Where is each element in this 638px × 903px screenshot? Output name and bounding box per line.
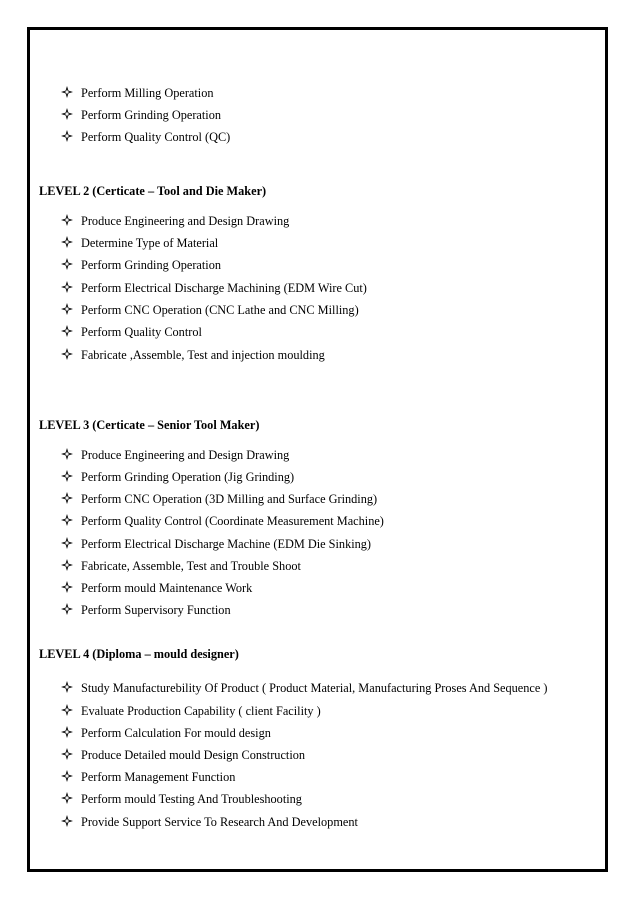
section-heading: LEVEL 3 (Certicate – Senior Tool Maker) bbox=[39, 418, 260, 432]
list-item bbox=[61, 514, 384, 528]
diamond-bullet-icon bbox=[61, 815, 73, 827]
list-item-text: Produce Engineering and Design Drawing bbox=[81, 214, 290, 228]
list-item-text: Perform Milling Operation bbox=[81, 86, 214, 100]
list-item-text: Perform Quality Control (QC) bbox=[81, 130, 231, 144]
list-item-text: Perform mould Maintenance Work bbox=[81, 581, 253, 595]
list-item-text: Perform Supervisory Function bbox=[81, 603, 231, 617]
list-item bbox=[61, 748, 305, 762]
list-item-text: Perform Management Function bbox=[81, 770, 236, 784]
diamond-bullet-icon bbox=[61, 748, 73, 760]
diamond-bullet-icon bbox=[61, 704, 73, 716]
diamond-bullet-icon bbox=[61, 258, 73, 270]
list-item-text: Perform Grinding Operation (Jig Grinding) bbox=[81, 470, 295, 484]
diamond-bullet-icon bbox=[61, 448, 73, 460]
list-item bbox=[61, 726, 271, 740]
diamond-bullet-icon bbox=[61, 559, 73, 571]
list-item-text: Perform Electrical Discharge Machining (EDM Wire Cut) bbox=[81, 281, 367, 295]
list-item bbox=[61, 108, 221, 122]
list-item-text: Perform Calculation For mould design bbox=[81, 726, 271, 740]
list-item bbox=[61, 281, 367, 295]
list-item-text: Produce Detailed mould Design Construction bbox=[81, 748, 306, 762]
list-item bbox=[61, 581, 252, 595]
list-item-text: Perform Electrical Discharge Machine (EDM Die Sinking) bbox=[81, 537, 372, 551]
list-item-text: Perform Quality Control bbox=[81, 325, 202, 339]
diamond-bullet-icon bbox=[61, 792, 73, 804]
list-item-text: Study Manufacturebility Of Product ( Product Material, Manufacturing Proses And Sequence ) bbox=[81, 681, 548, 695]
page-border bbox=[27, 27, 608, 872]
diamond-bullet-icon bbox=[61, 303, 73, 315]
list-item bbox=[61, 448, 289, 462]
diamond-bullet-icon bbox=[61, 770, 73, 782]
diamond-bullet-icon bbox=[61, 603, 73, 615]
diamond-bullet-icon bbox=[61, 581, 73, 593]
list-item bbox=[61, 214, 289, 228]
list-item-text: Perform Grinding Operation bbox=[81, 258, 222, 272]
diamond-bullet-icon bbox=[61, 86, 73, 98]
list-item-text: Perform mould Testing And Troubleshooting bbox=[81, 792, 302, 806]
list-item bbox=[61, 792, 302, 806]
diamond-bullet-icon bbox=[61, 726, 73, 738]
list-item bbox=[61, 325, 202, 339]
diamond-bullet-icon bbox=[61, 537, 73, 549]
list-item bbox=[61, 303, 359, 317]
list-item bbox=[61, 258, 221, 272]
section-heading: LEVEL 2 (Certicate – Tool and Die Maker) bbox=[39, 184, 267, 198]
list-item-text: Perform CNC Operation (3D Milling and Surface Grinding) bbox=[81, 492, 378, 506]
list-item-text: Fabricate, Assemble, Test and Trouble Shoot bbox=[81, 559, 301, 573]
diamond-bullet-icon bbox=[61, 108, 73, 120]
diamond-bullet-icon bbox=[61, 514, 73, 526]
section-heading: LEVEL 4 (Diploma – mould designer) bbox=[39, 647, 239, 661]
diamond-bullet-icon bbox=[61, 681, 73, 693]
list-item bbox=[61, 704, 321, 718]
list-item bbox=[61, 86, 214, 100]
list-item bbox=[61, 348, 325, 362]
list-item bbox=[61, 681, 548, 695]
list-item-text: Perform Grinding Operation bbox=[81, 108, 222, 122]
list-item-text: Evaluate Production Capability ( client Facility ) bbox=[81, 704, 321, 718]
list-item bbox=[61, 470, 294, 484]
list-item-text: Perform Quality Control (Coordinate Measurement Machine) bbox=[81, 514, 384, 528]
diamond-bullet-icon bbox=[61, 348, 73, 360]
list-item bbox=[61, 559, 301, 573]
diamond-bullet-icon bbox=[61, 236, 73, 248]
list-item-text: Perform CNC Operation (CNC Lathe and CNC Milling) bbox=[81, 303, 359, 317]
list-item-text: Fabricate ,Assemble, Test and injection moulding bbox=[81, 348, 325, 362]
list-item bbox=[61, 236, 218, 250]
list-item-text: Provide Support Service To Research And Development bbox=[81, 815, 358, 829]
list-item bbox=[61, 492, 377, 506]
list-item bbox=[61, 130, 230, 144]
list-item-text: Determine Type of Material bbox=[81, 236, 219, 250]
diamond-bullet-icon bbox=[61, 130, 73, 142]
list-item bbox=[61, 537, 371, 551]
list-item-text: Produce Engineering and Design Drawing bbox=[81, 448, 290, 462]
diamond-bullet-icon bbox=[61, 470, 73, 482]
diamond-bullet-icon bbox=[61, 281, 73, 293]
diamond-bullet-icon bbox=[61, 492, 73, 504]
diamond-bullet-icon bbox=[61, 214, 73, 226]
list-item bbox=[61, 815, 358, 829]
list-item bbox=[61, 603, 231, 617]
diamond-bullet-icon bbox=[61, 325, 73, 337]
list-item bbox=[61, 770, 235, 784]
